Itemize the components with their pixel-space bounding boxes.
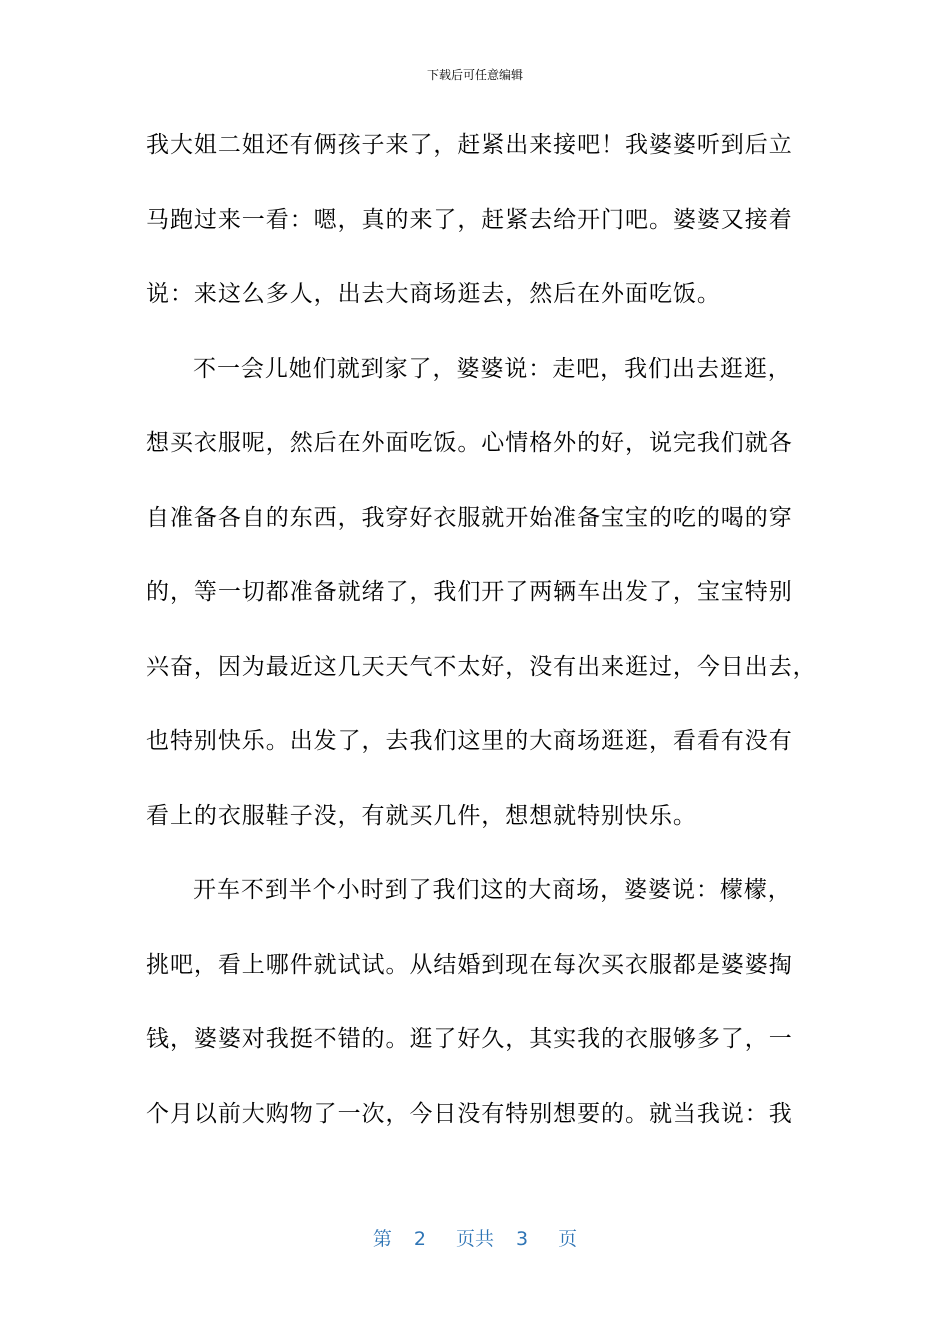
text-line: 说：来这么多人，出去大商场逛去，然后在外面吃饭。 <box>146 281 721 307</box>
footer-middle: 页共 <box>455 1228 494 1250</box>
footer-suffix: 页 <box>558 1228 578 1250</box>
text-line: 自准备各自的东西，我穿好衣服就开始准备宝宝的吃的喝的穿 <box>146 504 793 531</box>
text-line: 兴奋，因为最近这几天天气不太好，没有出来逛过，今日出去， <box>146 653 817 680</box>
text-line: 的，等一切都准备就绪了，我们开了两辆车出发了，宝宝特别 <box>146 579 793 605</box>
text-line: 不一会儿她们就到家了，婆婆说：走吧，我们出去逛逛， <box>193 355 792 382</box>
footer-page-number: 2 <box>413 1228 426 1250</box>
footer-prefix: 第 <box>372 1228 392 1250</box>
text-line: 马跑过来一看：嗯，真的来了，赶紧去给开门吧。婆婆又接着 <box>146 206 793 233</box>
text-line: 也特别快乐。出发了，去我们这里的大商场逛逛，看看有没有 <box>146 728 793 754</box>
text-line: 看上的衣服鞋子没，有就买几件，想想就特别快乐。 <box>146 802 697 829</box>
text-line: 我大姐二姐还有俩孩子来了，赶紧出来接吧！我婆婆听到后立 <box>146 132 793 158</box>
text-line: 挑吧，看上哪件就试试。从结婚到现在每次买衣服都是婆婆掏 <box>146 951 793 978</box>
text-line: 开车不到半个小时到了我们这的大商场，婆婆说：檬檬， <box>193 877 792 903</box>
text-line: 个月以前大购物了一次，今日没有特别想要的。就当我说：我 <box>146 1100 793 1127</box>
text-line: 钱，婆婆对我挺不错的。逛了好久，其实我的衣服够多了，一 <box>146 1026 793 1052</box>
text-line: 想买衣服呢，然后在外面吃饭。心情格外的好，说完我们就各 <box>146 430 793 456</box>
page-footer <box>0 1226 950 1252</box>
footer-total-pages: 3 <box>516 1228 529 1250</box>
document-body <box>146 108 816 1151</box>
header-note: 下载后可任意编辑 <box>426 68 523 82</box>
